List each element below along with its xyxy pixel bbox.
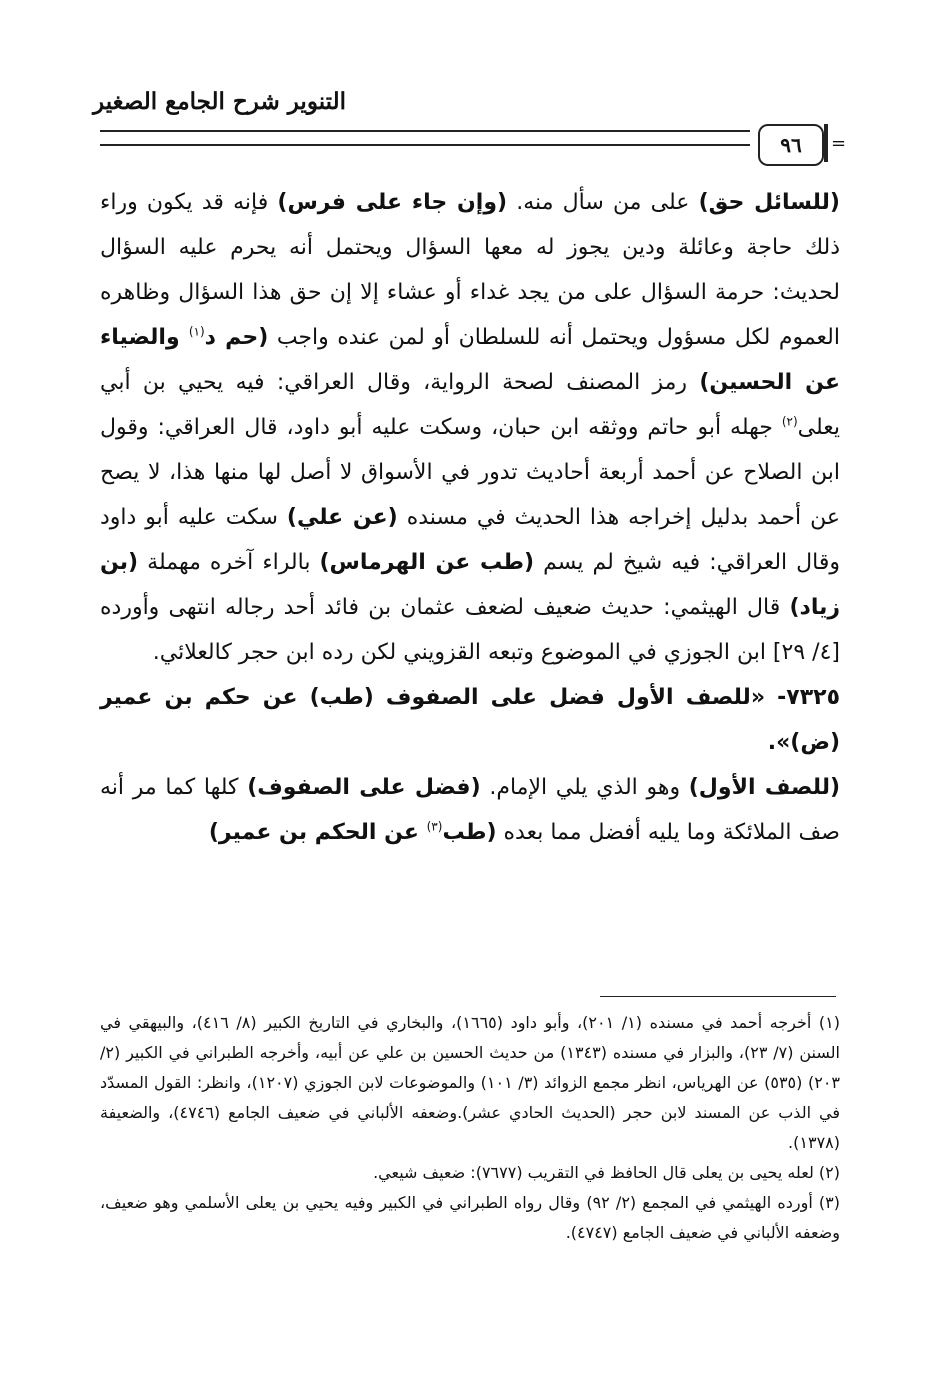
commentary-text: قال الهيثمي: حديث ضعيف لضعف عثمان بن فائد أحد رجاله انتهى وأورده [٤/ ٢٩] ابن الجوزي في الموضوع وتبعه القزويني لكن رده ابن حجر كالعلائي. [100, 595, 840, 665]
footnote-separator [600, 996, 836, 997]
commentary-text: رمز المصنف لصحة الرواية، وقال العراقي: فيه يحيي بن أبي يعلى [100, 370, 840, 440]
header-ornament: = [831, 133, 847, 154]
commentary-text: على من سأل منه. [507, 190, 699, 215]
footnote: (١) أخرجه أحمد في مسنده (١/ ٢٠١)، وأبو داود (١٦٦٥)، والبخاري في التاريخ الكبير (٨/ ٤١٦)، والبيهقي في السنن (٧/ ٢٣)، والبزار في مسنده (١٣٤٣) من حديث الحسين بن علي عن أبيه، وأخرجه الطبراني في الكبير (٢/ ٢٠٣) (٥٣٥) عن الهرياس، انظر مجمع الزوائد (٣/ ١٠١) والموضوعات لابن الجوزي (١٢٠٧)، وانظر: القول المسدّد في الذب عن المسند لابن حجر (الحديث الحادي عشر).وضعفه الألباني في ضعيف الجامع (٤٧٤٦)، والضعيفة (١٣٧٨). [100, 1013, 840, 1152]
hadith-entry: ٧٣٢٥- «للصف الأول فضل على الصفوف (طب) عن حكم بن عمير (ض)». [100, 685, 840, 755]
header-rule-bottom [100, 144, 750, 146]
footnote: (٣) أورده الهيثمي في المجمع (٢/ ٩٢) وقال رواه الطبراني في الكبير وفيه يحيي بن يعلى الأسلمي وهو ضعيف، وضعفه الألباني في ضعيف الجامع (٤٧٤٧). [100, 1193, 841, 1242]
quoted-phrase: (للصف الأول) [688, 775, 841, 800]
footnote-marker: (٢) [781, 414, 798, 429]
source-code: عن الحكم بن عمير) [208, 820, 427, 845]
header-ornament-bar [824, 124, 828, 162]
quoted-phrase: (للسائل حق) [698, 190, 840, 215]
commentary-text: بالراء آخره مهملة [138, 550, 320, 575]
main-text [100, 180, 840, 855]
footnote: (٢) لعله يحيى بن يعلى قال الحافظ في التقريب (٧٦٧٧): ضعيف شيعي. [373, 1163, 840, 1182]
source-code: (طب [442, 820, 497, 845]
commentary-paragraph-2 [100, 765, 840, 855]
source-code: (حم د [204, 325, 269, 350]
commentary-text: جهله أبو حاتم ووثقه ابن حبان، وسكت عليه أبو داود، قال العراقي: وقول ابن الصلاح عن أحمد أربعة أحاديث تدور في الأسواق لا أصل لها منها هذا، لا يصح عن أحمد بدليل إخراجه هذا الحديث في مسنده [100, 415, 841, 530]
quoted-phrase: (بن زياد) [100, 550, 840, 620]
source-code: (عن علي) [286, 505, 398, 530]
source-code: والضياء عن الحسين) [100, 325, 840, 395]
header-rule-top [100, 130, 750, 132]
source-code: (طب عن الهرماس) [319, 550, 535, 575]
commentary-text: كلها كما مر أنه صف الملائكة وما يليه أفضل مما بعده [100, 775, 840, 845]
footnotes [100, 1008, 840, 1248]
quoted-phrase: (وإن جاء على فرس) [277, 190, 508, 215]
page-number: ٩٦ [758, 124, 824, 166]
commentary-text: وهو الذي يلي الإمام. [480, 775, 689, 800]
footnote-marker: (٣) [426, 819, 443, 834]
footnote-marker: (١) [188, 324, 205, 339]
commentary-text: فإنه قد يكون وراء ذلك حاجة وعائلة ودين يجوز له معها السؤال ويحتمل أنه يحرم عليه السؤال لحديث: حرمة السؤال على من يجد غداء أو عشاء إلا إن حق هذا السؤال وظاهره العموم لكل مسؤول ويحتمل أنه للسلطان أو لمن عنده واجب [100, 190, 840, 350]
running-title: التنوير شرح الجامع الصغير [93, 88, 346, 115]
commentary-text: سكت عليه أبو داود وقال العراقي: فيه شيخ لم يسم [100, 505, 840, 575]
commentary-paragraph-1 [100, 180, 840, 675]
quoted-phrase: (فضل على الصفوف) [247, 775, 481, 800]
